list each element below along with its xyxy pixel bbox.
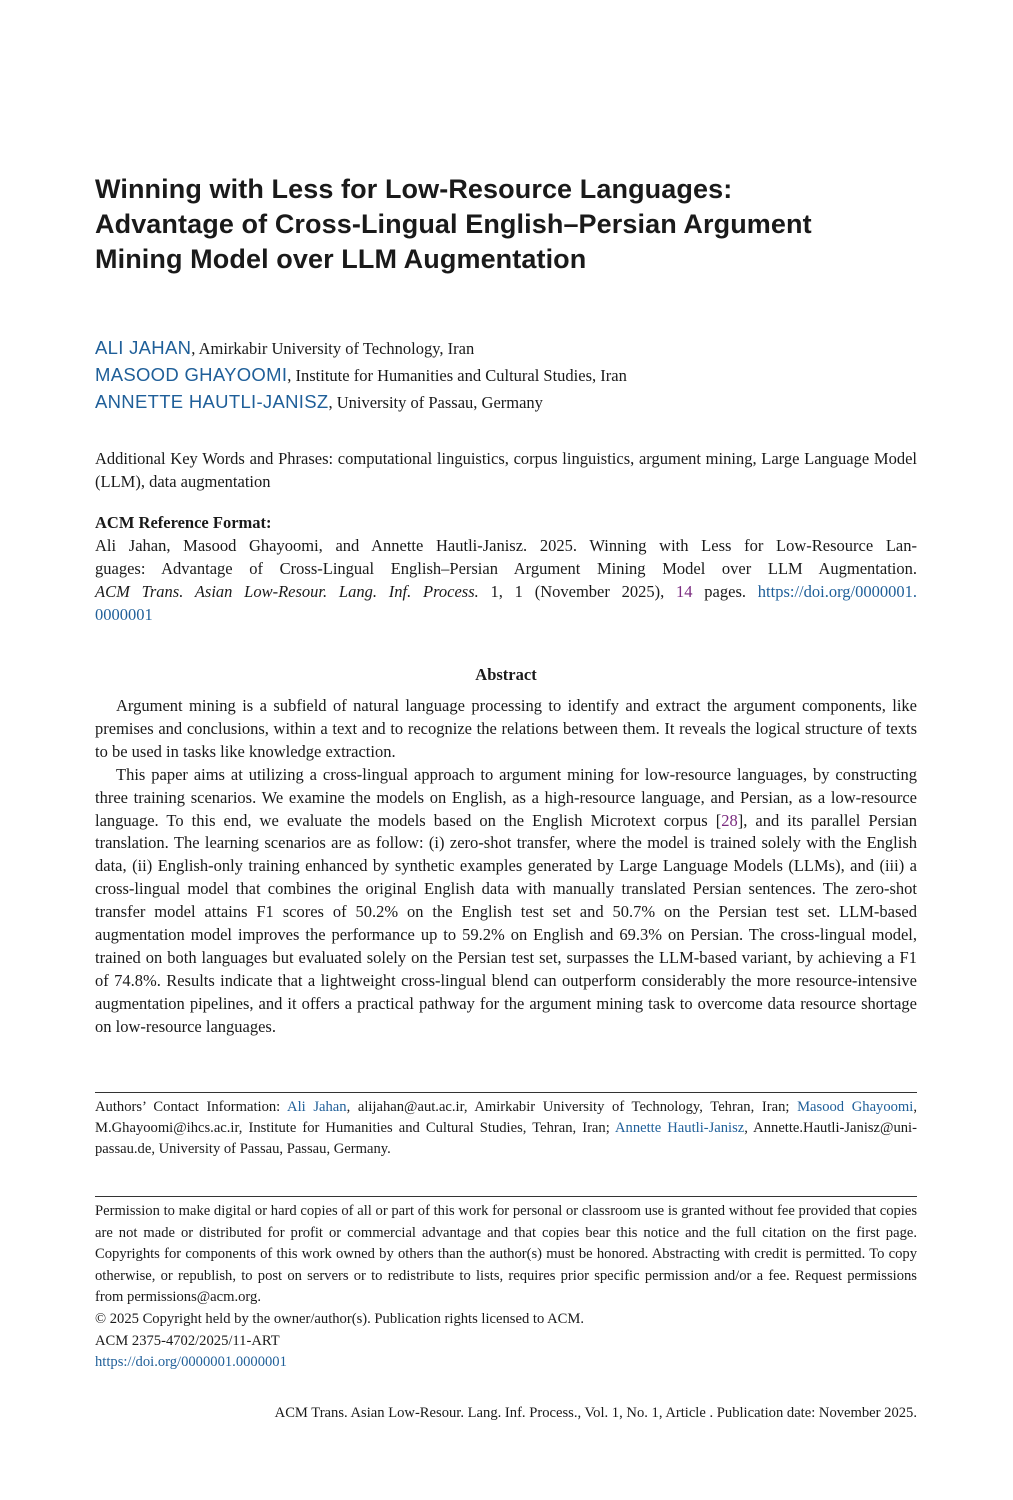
journal-name: ACM Trans. Asian Low-Resour. Lang. Inf. Process. <box>95 582 479 601</box>
page-footer: ACM Trans. Asian Low-Resour. Lang. Inf. Process., Vol. 1, No. 1, Article . Publication date: November 2025. <box>274 1405 917 1421</box>
contact-prefix: Authors’ Contact Information: <box>95 1099 288 1115</box>
title-line-2: Advantage of Cross-Lingual English–Persian Argument <box>95 209 812 239</box>
author-affiliation: , Amirkabir University of Technology, Iran <box>191 339 475 358</box>
reference-line <box>95 580 917 603</box>
doi-link-footer[interactable]: https://doi.org/0000001.0000001 <box>95 1354 287 1371</box>
pages-suffix: pages. <box>692 582 758 601</box>
author-name-link[interactable]: ALI JAHAN <box>95 337 192 358</box>
author-name-link[interactable]: ANNETTE HAUTLI-JANISZ <box>95 391 329 412</box>
permission-notice <box>95 1201 917 1374</box>
author-name-link[interactable]: MASOOD GHAYOOMI <box>95 364 288 385</box>
contact-author-link[interactable]: Ali Jahan <box>287 1099 347 1115</box>
author-contact-info <box>95 1097 917 1160</box>
doi-link-continued[interactable]: 0000001 <box>95 605 153 624</box>
issn-line: ACM 2375-4702/2025/11-ART <box>95 1332 280 1349</box>
abstract-paragraph <box>95 764 917 1039</box>
abstract-text: This paper aims at utilizing a cross-lingual approach to argument mining for low-resource languages, by constructing three training scenarios. We examine the models on English, as a high-resource language, and Persian, as a low-resource language. To this end, we evaluate the models based on the English Microtext corpus [ <box>95 764 917 830</box>
doi-link[interactable]: https://doi.org/0000001. <box>757 582 917 601</box>
citation-link[interactable]: 28 <box>721 810 738 830</box>
contact-info: , Annette.Hautli-Janisz@uni-passau.de, University of Passau, Passau, Germany. <box>95 1120 917 1157</box>
abstract-text: ], and its parallel Persian translation. The learning scenarios are as follow: (i) zero-shot transfer, where the model is trained solely with the English data, (ii) English-only training enhanced by synthetic examples generated by Large Language Models (LLMs), and (iii) a cross-lingual model that combines the original English data with manually translated Persian sentences. The zero-shot transfer model attains F1 scores of 50.2% on the English test set and 50.7% on the Persian test set. LLM-based augmentation model improves the performance up to 59.2% on English and 69.3% on Persian. The cross-lingual model, trained on both languages but evaluated solely on the Persian test set, surpasses the LLM-based variant, by achieving a F1 of 74.8%. Results indicate that a lightweight cross-lingual blend can outperform considerably the more resource-intensive augmentation pipelines, and it offers a practical pathway for the argument mining task to overcome data resource shortage on low-resource languages. <box>95 810 917 1036</box>
author-affiliation: , University of Passau, Germany <box>328 393 543 412</box>
copyright-line: © 2025 Copyright held by the owner/author(s). Publication rights licensed to ACM. <box>95 1310 584 1327</box>
abstract-body <box>95 695 917 1039</box>
volume-text: 1, 1 (November 2025), <box>478 582 677 601</box>
divider <box>95 1092 917 1093</box>
author-entry <box>95 388 925 415</box>
divider <box>95 1196 917 1197</box>
reference-format-body <box>95 534 917 626</box>
contact-author-link[interactable]: Masood Ghayoomi <box>797 1099 914 1115</box>
pages-link[interactable]: 14 <box>676 582 693 601</box>
contact-author-link[interactable]: Annette Hautli-Janisz <box>615 1120 745 1136</box>
author-affiliation: , Institute for Humanities and Cultural Studies, Iran <box>287 366 627 385</box>
contact-info: , M.Ghayoomi@ihcs.ac.ir, Institute for Humanities and Cultural Studies, Tehran, Iran; <box>95 1099 917 1136</box>
permission-text: Permission to make digital or hard copies of all or part of this work for personal or classroom use is granted without fee provided that copies are not made or distributed for profit or commercial advantage and that copies bear this notice and the full citation on the first page. Copyrights for components of this work owned by others than the author(s) must be honored. Abstracting with credit is permitted. To copy otherwise, or republish, to post on servers or to redistribute to lists, requires prior specific permission and/or a fee. Request permissions from permissions@acm.org. <box>95 1203 917 1306</box>
reference-line: Ali Jahan, Masood Ghayoomi, and Annette Hautli-Janisz. 2025. Winning with Less for Low-Resource Lan- <box>95 536 917 555</box>
author-entry <box>95 361 925 388</box>
keywords: Additional Key Words and Phrases: computational linguistics, corpus linguistics, argument mining, Large Language Model (LLM), data augmentation <box>95 449 917 491</box>
abstract-paragraph: Argument mining is a subfield of natural language processing to identify and extract the argument components, like premises and conclusions, within a text and to recognize the relations between them. It reveals the logical structure of texts to be used in tasks like knowledge extraction. <box>95 696 917 761</box>
reference-format-heading: ACM Reference Format: <box>95 513 272 532</box>
author-list <box>95 334 925 415</box>
abstract-heading: Abstract <box>475 665 537 684</box>
paper-title <box>95 172 925 277</box>
reference-line: guages: Advantage of Cross-Lingual English–Persian Argument Mining Model over LLM Augmentation. <box>95 559 917 578</box>
contact-info: , alijahan@aut.ac.ir, Amirkabir University of Technology, Tehran, Iran; <box>346 1099 798 1115</box>
title-line-3: Mining Model over LLM Augmentation <box>95 244 587 274</box>
author-entry <box>95 334 925 361</box>
title-line-1: Winning with Less for Low-Resource Languages: <box>95 174 733 204</box>
reference-line <box>95 603 917 626</box>
